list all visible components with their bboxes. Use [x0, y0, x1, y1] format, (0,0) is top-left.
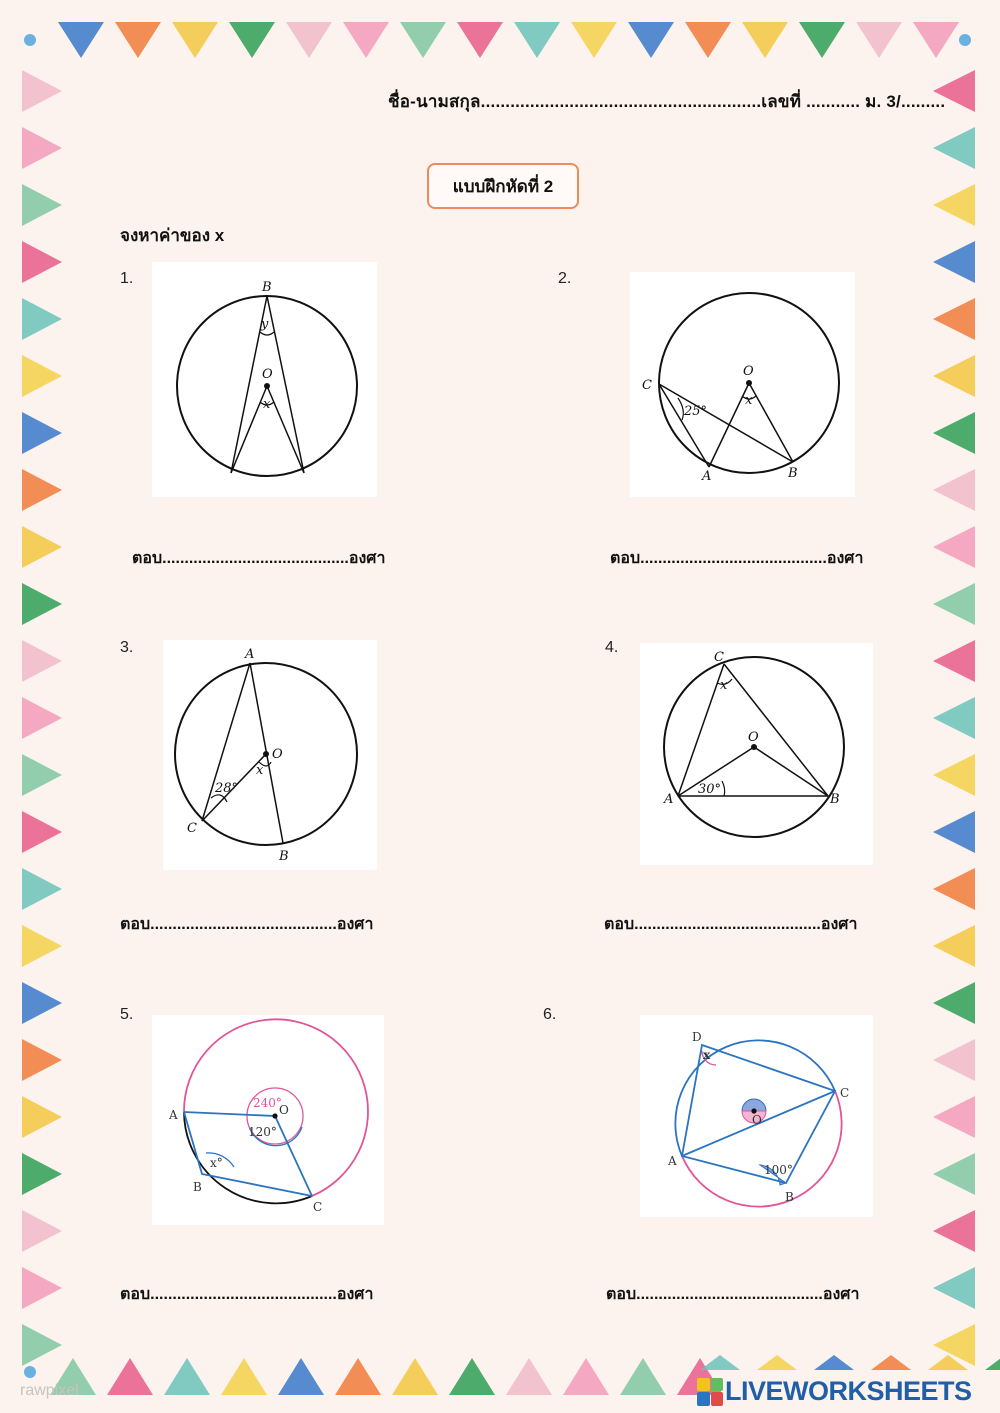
bunting-flag [933, 1210, 975, 1252]
bunting-dot [24, 34, 36, 46]
answer-line-2: ตอบ..........................................องศา [610, 550, 864, 567]
label-x: x [703, 1048, 711, 1062]
bunting-flag [22, 1267, 62, 1309]
bunting-flag [571, 22, 617, 58]
bunting-flag [22, 1039, 62, 1081]
bunting-flag [107, 1358, 153, 1395]
exercise-title: แบบฝึกหัดที่ 2 [427, 163, 579, 209]
bunting-flag [933, 982, 975, 1024]
bunting-flag [22, 355, 62, 397]
bunting-flag [22, 526, 62, 568]
bunting-flag [22, 811, 62, 853]
label-angle: 100° [764, 1163, 793, 1177]
question-number-4: 4. [605, 639, 619, 656]
bunting-dot [24, 1366, 36, 1378]
watermark: rawpixel [20, 1382, 79, 1399]
question-number-3: 3. [120, 639, 134, 656]
label-O: O [272, 747, 283, 762]
bunting-flag [799, 22, 845, 58]
bunting-flag [871, 1355, 911, 1370]
label-A: A [245, 647, 255, 662]
label-x: x° [210, 1156, 223, 1170]
label-B: B [279, 849, 289, 864]
bunting-flag [985, 1355, 1000, 1370]
bunting-flag [933, 1153, 975, 1195]
bunting-flag [933, 754, 975, 796]
answer-line-1: ตอบ..........................................องศา [132, 550, 386, 567]
figure-6 [640, 1015, 873, 1217]
bunting-flag [933, 184, 975, 226]
bunting-flag [229, 22, 275, 58]
bunting-flag [933, 868, 975, 910]
bunting-flag [22, 640, 62, 682]
bunting-flag [449, 1358, 495, 1395]
bunting-flag [115, 22, 161, 58]
bunting-flag [913, 22, 959, 58]
figure-2 [630, 272, 855, 497]
label-O: O [743, 364, 754, 379]
bunting-flag [335, 1358, 381, 1395]
brand-icon [697, 1378, 723, 1406]
bunting-flag [22, 1153, 62, 1195]
bunting-flag [933, 298, 975, 340]
bunting-flag [22, 1096, 62, 1138]
bunting-flag [563, 1358, 609, 1395]
bunting-dot [959, 34, 971, 46]
bunting-flag [933, 925, 975, 967]
bunting-flag [58, 22, 104, 58]
figure-4 [640, 643, 873, 865]
label-angle: y [261, 317, 269, 332]
bunting-flag [506, 1358, 552, 1395]
bunting-flag [22, 184, 62, 226]
question-number-6: 6. [543, 1006, 557, 1023]
bunting-flag [22, 70, 62, 112]
bunting-flag [22, 469, 62, 511]
bunting-flag [22, 754, 62, 796]
label-A: A [668, 1154, 677, 1168]
bunting-flag [628, 22, 674, 58]
bunting-flag [933, 697, 975, 739]
bunting-flag [22, 241, 62, 283]
bunting-flag [22, 298, 62, 340]
label-C: C [642, 378, 652, 393]
instruction: จงหาค่าของ x [120, 226, 225, 245]
bunting-flag [286, 22, 332, 58]
label-B: B [262, 280, 272, 295]
bunting-flag [172, 22, 218, 58]
brand-text: LIVEWORKSHEETS [725, 1376, 972, 1406]
bunting-flag [757, 1355, 797, 1370]
bunting-flag [514, 22, 560, 58]
label-x: x [745, 393, 753, 408]
label-angle: 25° [684, 404, 708, 419]
label-O: O [748, 730, 759, 745]
bunting-flag [22, 925, 62, 967]
bunting-flag [22, 982, 62, 1024]
label-angle: 28° [215, 781, 239, 796]
label-reflex: 240° [253, 1096, 282, 1110]
bunting-flag [22, 412, 62, 454]
bunting-flag [933, 583, 975, 625]
label-B: B [785, 1190, 794, 1204]
bunting-flag [22, 697, 62, 739]
figure-1 [152, 262, 377, 497]
answer-line-6: ตอบ..........................................องศา [606, 1286, 860, 1303]
label-A: A [664, 792, 674, 807]
bunting-flag [933, 640, 975, 682]
label-x: x [263, 397, 271, 412]
bunting-flag [742, 22, 788, 58]
question-number-1: 1. [120, 270, 134, 287]
bunting-flag [933, 811, 975, 853]
label-O: O [262, 367, 273, 382]
figure-3 [163, 640, 377, 870]
liveworksheets-logo[interactable] [697, 1376, 972, 1407]
answer-line-5: ตอบ..........................................องศา [120, 1286, 374, 1303]
figure-5 [152, 1015, 384, 1225]
label-x: x [720, 678, 728, 693]
name-number-line: ชื่อ-นามสกุล.........................................................เลขที่ ........... ม. 3/......... [388, 92, 946, 111]
bunting-flag [933, 412, 975, 454]
bunting-flag [933, 1096, 975, 1138]
bunting-flag [400, 22, 446, 58]
bunting-flag [933, 355, 975, 397]
bunting-flag [933, 1039, 975, 1081]
bunting-flag [22, 583, 62, 625]
label-B: B [830, 792, 840, 807]
bunting-flag [856, 22, 902, 58]
bunting-flag [933, 526, 975, 568]
bunting-flag [392, 1358, 438, 1395]
question-number-2: 2. [558, 270, 572, 287]
label-C: C [840, 1086, 850, 1100]
bunting-flag [933, 1267, 975, 1309]
bunting-flag [620, 1358, 666, 1395]
label-A: A [702, 469, 712, 484]
label-A: A [169, 1108, 178, 1122]
label-D: D [692, 1030, 702, 1044]
bunting-flag [22, 127, 62, 169]
bunting-flag [22, 1210, 62, 1252]
label-C: C [187, 821, 197, 836]
label-C: C [313, 1200, 323, 1214]
question-number-5: 5. [120, 1006, 134, 1023]
answer-line-3: ตอบ..........................................องศา [120, 916, 374, 933]
bunting-flag [278, 1358, 324, 1395]
bunting-flag [814, 1355, 854, 1370]
label-O: O [279, 1103, 289, 1117]
label-central: 120° [248, 1125, 277, 1139]
bunting-flag [221, 1358, 267, 1395]
label-angle: 30° [698, 782, 722, 797]
bunting-flag [22, 868, 62, 910]
bunting-flag [457, 22, 503, 58]
bunting-flag [685, 22, 731, 58]
bunting-flag [164, 1358, 210, 1395]
bunting-flag [933, 127, 975, 169]
bunting-flag [933, 241, 975, 283]
label-B: B [193, 1180, 202, 1194]
label-x: x [256, 763, 264, 778]
label-C: C [714, 650, 724, 665]
answer-line-4: ตอบ..........................................องศา [604, 916, 858, 933]
label-B: B [788, 466, 798, 481]
bunting-flag [700, 1355, 740, 1370]
bunting-flag [343, 22, 389, 58]
bunting-flag [933, 469, 975, 511]
bunting-flag [22, 1324, 62, 1366]
label-O: O [752, 1113, 762, 1127]
